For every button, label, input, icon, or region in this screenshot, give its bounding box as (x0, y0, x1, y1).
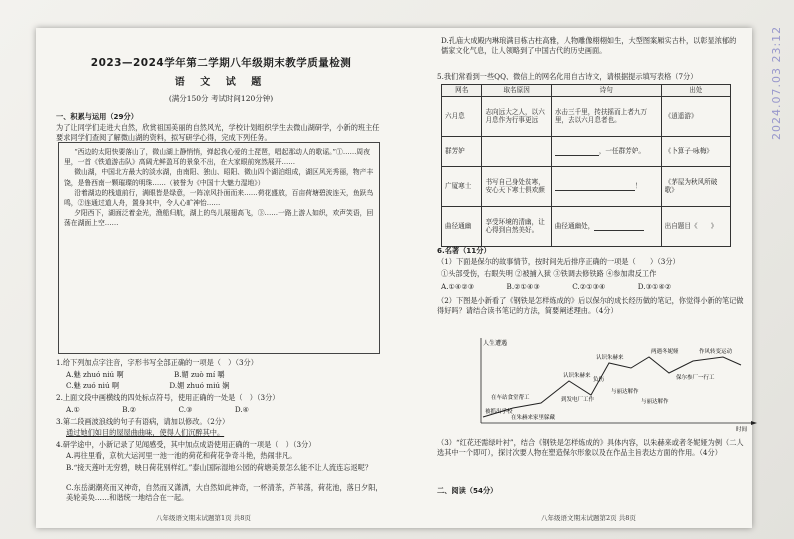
question-6-1: （1）下面是保尔的故事情节，按时间先后排序正确的一项是（ ）（3分） (437, 257, 680, 266)
question-6: 6.名著（11分） (437, 246, 491, 255)
table-cell-text: 曲径通幽处， (554, 222, 595, 230)
chart-label: 时间 (736, 427, 748, 433)
question-4-option-b: B.“接天莲叶无穷碧，映日荷花别样红。”泰山国际湿地公园的荷塘美景怎么能不让人流连忘返呢？ (66, 463, 373, 472)
chart-label: 认识朱赫来 (563, 373, 591, 379)
left-page (46, 28, 391, 528)
left-page-footer: 八年级语文期末试题第1页 共8页 (156, 514, 251, 522)
question-6-3: （3）“红花还需绿叶衬”，结合《钢铁是怎样炼成的》具体内容，以朱赫来或者冬妮娅为例（二人选其中一个即可），探讨次要人物在塑造保尔形象以及在作品主旨表达方面的作用。（4分） (437, 438, 744, 457)
section-1-intro: 为了让同学们走进大自然，欣赏祖国美丽的自然风光，学校计划组织学生去微山湖研学，小新的班主任要求同学们查阅了解微山湖的资料，拟写研学心得，完成下列任务。 (56, 123, 380, 142)
exam-subject: 语 文 试 题 (174, 77, 268, 88)
table-row (442, 136, 731, 166)
table-header-row (442, 85, 731, 97)
table-cell: 曲径通幽 (442, 206, 482, 246)
table-cell-text: ！ (634, 182, 642, 190)
option-a: A.①④②③ (441, 282, 475, 291)
section-1-heading: 一、积累与运用（29分） (56, 112, 138, 121)
chart-label: 负伤 (593, 377, 605, 383)
table-cell: 出自题目《 》 (661, 206, 730, 246)
question-1-options-a-b (66, 370, 233, 380)
question-4-option-d: D.孔庙大成殿内琳琅满目栋古柱高雅，人物雕像栩栩如生，大型图案厢实古朴，以彰显浓郁的儒家文化气息，让人领略到了中国古代的历史画面。 (441, 36, 737, 55)
passage-paragraph: 微山湖，中国北方最大的淡水湖，由南阳、独山、昭阳、微山四个湖泊组成，湖区风光秀丽，物产丰饶，是鲁西南一颗璀璨的明珠……（被誉为《中国十大魅力湿地》） (64, 168, 374, 187)
table-header: 取名原因 (482, 85, 551, 97)
option-c: C.魅 zuó niú 啊 (66, 381, 120, 390)
option-b: B.媚 zuò mí 嚼 (173, 370, 225, 379)
passage-paragraph: “西边的太阳快要落山了，微山湖上静悄悄，弹起我心爱的土琵琶，唱起那动人的歌谣。”①……周夜里，一首《铁道游击队》高阔尤鲜盈耳的景象不出，在大家眼前宛然展开…… (64, 148, 371, 167)
table-cell: 群芳妒 (442, 136, 482, 166)
table-row (442, 96, 731, 136)
table-cell (551, 136, 661, 166)
reading-passage-box (58, 142, 380, 354)
right-page (431, 28, 751, 528)
chart-label: 到发电厂工作 (561, 397, 595, 403)
table-cell: 《逍遥游》 (661, 96, 730, 136)
table-row (442, 206, 731, 246)
section-2-heading: 二、阅读（54分） (437, 486, 498, 495)
answer-blank[interactable] (555, 182, 635, 191)
chart-label: 保尔参厂一行工 (676, 375, 715, 381)
question-3-sentence: 通过她们如目的屋屋曲曲味，使得人们沉醉其中。 (66, 428, 225, 437)
option-b: B.②①④③ (506, 282, 540, 291)
exam-time: (满分150分 考试时间120分钟) (168, 94, 274, 103)
table-cell: 广厦寒士 (442, 166, 482, 206)
option-c: C.②①③④ (572, 282, 606, 291)
chart-label: 在朱赫来家里躲藏 (511, 415, 556, 421)
table-cell: 六月息 (442, 96, 482, 136)
option-d: D.③①④② (637, 282, 672, 291)
question-1: 1.给下列加点字注音，字形书写全部正确的一项是（ ）（3分） (56, 358, 258, 367)
right-page-footer: 八年级语文期末试题第2页 共8页 (541, 514, 636, 522)
passage-paragraph: 沿着湖边的栈道前行，满眼皆是绿意，一阵凉风扑面而来……荷花盛放，百亩荷塘碧波连天，鱼跃鸟鸣，②连通过道人舟，置身其中，令人心旷神怡…… (64, 188, 374, 207)
option-d: D.媚 zhuó miú 娴 (169, 381, 230, 390)
timestamp-watermark: 2024.07.03 23:12 (770, 25, 783, 140)
chart-label: 人生遭遇 (483, 340, 508, 347)
question-3: 3.第二段画波浪线的句子有语病，请加以修改。（2分） (56, 417, 230, 426)
answer-blank[interactable] (555, 147, 599, 156)
option-a: A.① (66, 405, 80, 414)
question-4-option-a: A.再往里看，京杭大运河里一池一池的荷花和荷花争奇斗艳，热闹非凡。 (66, 451, 297, 460)
answer-blank[interactable] (594, 222, 644, 231)
chart-label: 与丽达解作 (641, 399, 669, 405)
table-cell: 享受环境的清幽，让心得到自然美好。 (482, 206, 551, 246)
table-cell: 书写自己身处贫寒，安心天下寒士俱欢颜 (482, 166, 551, 206)
question-6-2: （2）下图是小新看了《钢铁是怎样炼成的》后以保尔的成长经历做的笔记，你觉得小新的笔记做得好吗？请结合读书笔记的方法，简要阐述理由。（4分） (437, 296, 744, 315)
table-cell: 志向远大之人，以六月息作为行事更远 (482, 96, 551, 136)
table-cell: 《茅屋为秋风所破歌》 (661, 166, 730, 206)
question-2-options (66, 405, 257, 415)
exam-title: 2023—2024学年第二学期八年级期末教学质量检测 (90, 57, 352, 69)
chart-label: 作风转变运动 (699, 349, 733, 355)
question-4: 4.研学途中，小新记录了见闻感受，其中加点成语使用正确的一项是（ ）（3分） (56, 440, 316, 449)
chart-label: 与丽达解作 (611, 389, 639, 395)
option-b: B.② (122, 405, 137, 414)
chart-label: 在车站食堂帮工 (491, 395, 530, 401)
chart-label: 被抓出学校 (485, 409, 513, 415)
table-cell: 《卜算子·咏梅》 (661, 136, 730, 166)
table-header: 出处 (661, 85, 730, 97)
table-cell (551, 166, 661, 206)
chart-label: 认识朱赫来 (596, 355, 624, 361)
question-4-option-c: C.东岳湖潮亮而又神奇，自然而又潇洒，大自然如此神奇，一杯清茶，芦苇荡，荷花池，落日夕阳，美轮美奂……和谐统一地结合在一起。 (66, 483, 383, 502)
growth-curve (483, 357, 741, 417)
table-header: 网名 (442, 85, 482, 97)
netname-table (441, 84, 731, 247)
table-cell (551, 206, 661, 246)
exam-sheet (36, 28, 752, 528)
table-header: 诗句 (551, 85, 661, 97)
question-2: 2.上面文段中画横线的四处标点符号，使用正确的一处是（ ）（3分） (56, 393, 280, 402)
axis-arrow (751, 421, 757, 425)
table-cell: 水击三千里，抟扶摇而上者九万里，去以六月息者也。 (551, 96, 661, 136)
question-5: 5.我们常看到一些QQ、微信上的网名化用自古诗文，请根据提示填写表格（7分） (437, 72, 698, 81)
option-c: C.③ (178, 405, 193, 414)
table-cell-text: ，一任群芳妒。 (598, 147, 645, 155)
chart-label: 两遇冬妮娅 (651, 349, 679, 355)
growth-line-chart (471, 333, 761, 433)
table-cell (482, 136, 551, 166)
table-row (442, 166, 731, 206)
option-a: A.魅 zhuó niú 啊 (66, 370, 124, 379)
question-1-options-c-d (66, 381, 238, 391)
passage-paragraph: 夕阳西下，湖面泛着金光，渔船归航，湖上的鸟儿展翅高飞，③……一路上游人如织，欢声笑语，回荡在湖面上空…… (64, 209, 374, 228)
question-6-1-events: ①头部受伤，右眼失明 ②被捕入狱 ③铁调去修铁路 ④参加肃反工作 (441, 269, 657, 278)
question-6-1-options (441, 282, 679, 292)
option-d: D.④ (234, 405, 250, 414)
